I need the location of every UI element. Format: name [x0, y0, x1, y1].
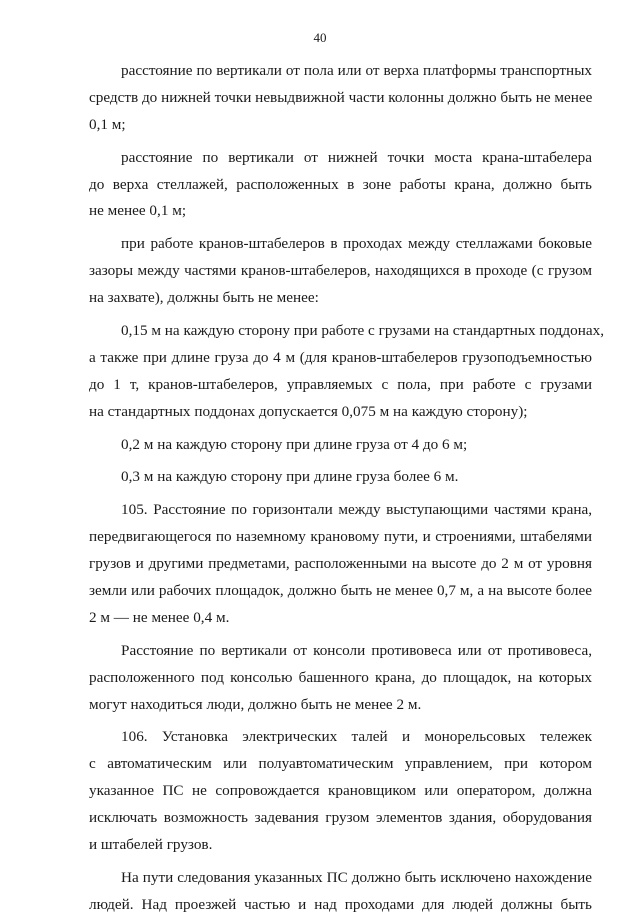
- text-line: на стандартных поддонах допускается 0,075 м на каждую сторону);: [89, 402, 528, 420]
- text-line: и штабелей грузов.: [89, 836, 213, 854]
- text-line: могут находиться люди, должно быть не менее 2 м.: [89, 695, 422, 713]
- text-line: 2 м — не менее 0,4 м.: [89, 608, 230, 626]
- text-line: Расстояние по вертикали от консоли противовеса или от противовеса,: [121, 641, 592, 659]
- text-line: 105. Расстояние по горизонтали между выступающими частями крана,: [121, 501, 592, 519]
- page-number: 40: [313, 30, 327, 45]
- text-line: расстояние по вертикали от пола или от верха платформы транспортных: [121, 62, 592, 79]
- text-line: при работе кранов-штабелеров в проходах между стеллажами боковые: [121, 235, 592, 253]
- text-line: исключать возможность задевания грузом элементов здания, оборудования: [89, 809, 592, 827]
- text-line: на захвате), должны быть не менее:: [89, 289, 319, 307]
- text-line: расположенного под консолью башенного крана, до площадок, на которых: [89, 668, 592, 686]
- text-line: земли или рабочих площадок, должно быть не менее 0,7 м, а на высоте более: [89, 582, 592, 600]
- text-line: до верха стеллажей, расположенных в зоне работы крана, должно быть: [89, 175, 592, 193]
- text-line: до 1 т, кранов-штабелеров, управляемых с пола, при работе с грузами: [89, 375, 592, 393]
- text-line: 106. Установка электрических талей и монорельсовых тележек: [121, 728, 592, 746]
- document-body: [89, 58, 604, 919]
- text-line: 0,1 м;: [89, 115, 126, 133]
- text-line: людей. Над проезжей частью и над проходами для людей должны быть: [89, 895, 592, 913]
- text-line: а также при длине груза до 4 м (для кранов-штабелеров грузоподъемностью: [89, 348, 592, 366]
- text-line: с автоматическим или полуавтоматическим управлением, при котором: [89, 755, 592, 773]
- text-line: 0,3 м на каждую сторону при длине груза более 6 м.: [121, 468, 459, 486]
- text-line: грузов и другими предметами, расположенными на высоте до 2 м от уровня: [89, 555, 592, 573]
- text-line: зазоры между частями кранов-штабелеров, находящихся в проходе (с грузом: [89, 262, 592, 280]
- text-line: указанное ПС не сопровождается крановщиком или оператором, должна: [89, 782, 592, 800]
- text-line: передвигающегося по наземному крановому пути, и строениями, штабелями: [89, 528, 592, 546]
- text-line: 0,15 м на каждую сторону при работе с грузами на стандартных поддонах,: [121, 322, 604, 340]
- text-line: не менее 0,1 м;: [89, 202, 187, 220]
- text-line: 0,2 м на каждую сторону при длине груза от 4 до 6 м;: [121, 435, 468, 453]
- text-line: На пути следования указанных ПС должно быть исключено нахождение: [121, 868, 592, 886]
- text-line: расстояние по вертикали от нижней точки моста крана-штабелера: [121, 148, 592, 166]
- text-line: средств до нижней точки невыдвижной части колонны должно быть не менее: [89, 88, 593, 106]
